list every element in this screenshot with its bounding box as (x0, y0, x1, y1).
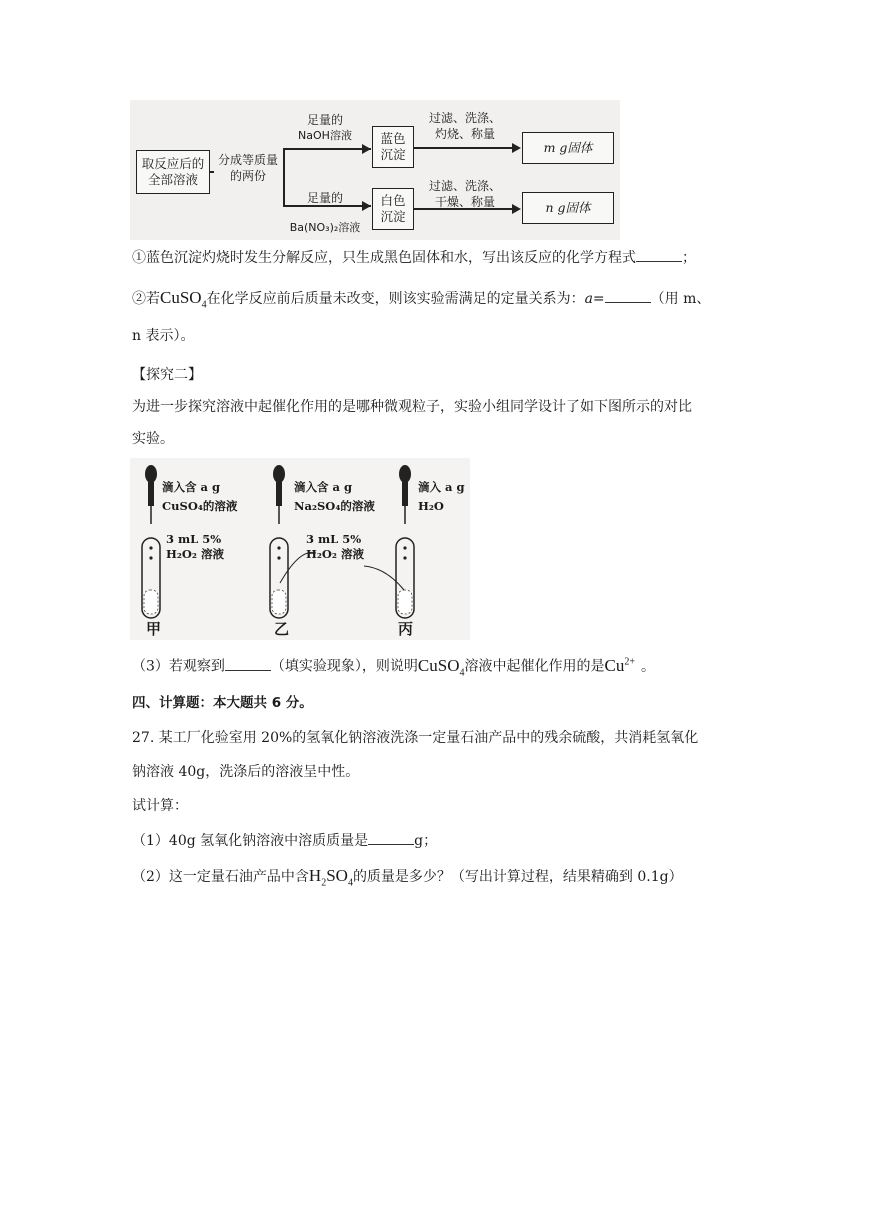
question-2-line2-text: n 表示）。 (132, 328, 195, 344)
cuso4-sub: 4 (201, 299, 207, 311)
tube-yi-solution-1: 3 mL 5% (306, 532, 362, 546)
cuso4-text-2: CuSO (417, 655, 460, 675)
h2so4-formula (308, 866, 353, 889)
tube-yi-drop-2: Na₂SO₄的溶液 (294, 499, 375, 513)
explore-2-text-line2 (132, 429, 174, 449)
lower-steps-line1: 过滤、洗涤、 (428, 179, 501, 193)
tube-jia-drop-1: 滴入含 a g (162, 480, 220, 494)
cuso4-sub-2: 4 (459, 667, 465, 679)
cuso4-formula-2 (417, 655, 465, 679)
white-precipitate-box (372, 188, 414, 230)
question-3-pre: （3）若观察到 (132, 658, 225, 675)
question-2-line2 (132, 326, 194, 346)
blue-precipitate-text: 蓝色沉淀 (380, 131, 406, 162)
question-1-end: ； (682, 250, 696, 266)
variable-a: a= (584, 291, 605, 307)
h2so4-h: H (308, 866, 322, 885)
question-3-mid: （填实验现象），则说明 (270, 658, 418, 675)
question-1-text: ①蓝色沉淀灼烧时发生分解反应，只生成黑色固体和水，写出该反应的化学方程式 (132, 250, 636, 266)
question-27-line1 (132, 728, 698, 748)
blue-precipitate-box (372, 126, 414, 168)
lower-reagent-label (280, 190, 370, 236)
explore-2-text-1: 为进一步探究溶液中起催化作用的是哪种微观粒子，实验小组同学设计了如下图所示的对比 (132, 399, 692, 415)
tube-jia-solution-1: 3 mL 5% (166, 532, 222, 546)
pointer-lines (130, 458, 470, 640)
question-27-part1-text: （1）40g 氢氧化钠溶液中溶质质量是 (132, 833, 369, 849)
flowchart-diagram (130, 100, 620, 240)
upper-reagent-label (290, 112, 360, 144)
question-27-text-3: 试计算： (132, 798, 188, 814)
cu-ion-formula (605, 656, 635, 675)
cuso4-formula (160, 288, 207, 311)
h2so4-sub4: 4 (347, 877, 353, 889)
question-2-pre: ②若 (132, 291, 160, 307)
h2so4-so: SO (326, 866, 348, 885)
tube-yi-drop-1: 滴入含 a g (294, 480, 352, 494)
cu-sup: 2+ (624, 656, 635, 667)
tube-bing-name: 丙 (398, 620, 414, 638)
upper-steps-label (425, 110, 505, 142)
answer-blank-4[interactable] (368, 832, 414, 845)
tube-jia-name: 甲 (146, 620, 162, 638)
question-27-line3 (132, 796, 188, 816)
white-precipitate-text: 白色沉淀 (380, 193, 406, 224)
split-label (215, 152, 281, 184)
lower-reagent-line1: 足量的 (306, 191, 343, 205)
lower-steps-label (425, 178, 505, 210)
question-27-part1 (132, 831, 437, 851)
question-27-part2-pre: （2）这一定量石油产品中含 (132, 869, 309, 885)
question-3-mid2: 溶液中起催化作用的是 (464, 658, 605, 675)
upper-reagent-line1: 足量的 (306, 113, 343, 127)
answer-blank-3[interactable] (225, 658, 271, 671)
tube-bing-drop-1: 滴入 a g (418, 480, 465, 494)
tube-bing-drop-2: H₂O (418, 499, 444, 513)
question-27-text-1: 27. 某工厂化验室用 20%的氢氧化钠溶液洗涤一定量石油产品中的残余硫酸，共消耗氢氧化 (132, 730, 699, 746)
cu-text: Cu (604, 655, 625, 675)
h2so4-sub2: 2 (321, 877, 327, 889)
question-27-part2 (132, 866, 683, 893)
explore-2-heading-text: 【探究二】 (132, 367, 202, 383)
section-4-text: 四、计算题：本大题共 6 分。 (132, 695, 313, 711)
lower-reagent-line2: Ba(NO₃)₂溶液 (289, 221, 361, 234)
section-4-heading (132, 693, 313, 713)
question-27-part1-end: g； (414, 833, 438, 849)
answer-blank-1[interactable] (636, 249, 682, 262)
question-27-line2 (132, 762, 359, 782)
upper-steps-line2: 灼烧、称量 (434, 127, 495, 141)
tube-jia-drop-2: CuSO₄的溶液 (162, 499, 238, 513)
question-2-mid: 在化学反应前后质量未改变，则该实验需满足的定量关系为： (206, 291, 585, 307)
start-box (136, 150, 210, 194)
cuso4-text: CuSO (160, 288, 202, 307)
question-2-line (132, 288, 710, 315)
question-2-end: （用 m、 (650, 291, 711, 307)
split-text: 分成等质量的两份 (217, 153, 278, 183)
tube-yi-solution-2: H₂O₂ 溶液 (306, 547, 364, 561)
question-1-line (132, 248, 696, 268)
answer-blank-2[interactable] (605, 290, 651, 303)
m-gram-result-box (522, 132, 614, 164)
lower-steps-line2: 干燥、称量 (434, 195, 495, 209)
test-tube-figure (130, 458, 470, 640)
upper-steps-line1: 过滤、洗涤、 (428, 111, 501, 125)
tube-yi-name: 乙 (274, 620, 290, 638)
n-gram-result-box (522, 192, 614, 224)
explore-2-heading (132, 365, 202, 385)
upper-reagent-line2: NaOH溶液 (298, 129, 352, 142)
explore-2-text-2: 实验。 (132, 431, 174, 447)
question-3-end: 。 (640, 658, 655, 675)
question-27-text-2: 钠溶液 40g，洗涤后的溶液呈中性。 (132, 764, 360, 780)
start-text: 取反应后的全部溶液 (141, 156, 205, 187)
question-27-part2-end: 的质量是多少？（写出计算过程，结果精确到 0.1g） (352, 869, 683, 885)
question-3-line (132, 652, 655, 683)
tube-jia-solution-2: H₂O₂ 溶液 (166, 547, 224, 561)
explore-2-text-line1 (132, 397, 692, 417)
n-gram-result-text: n g固体 (545, 200, 591, 215)
m-gram-result-text: m g固体 (543, 140, 593, 155)
